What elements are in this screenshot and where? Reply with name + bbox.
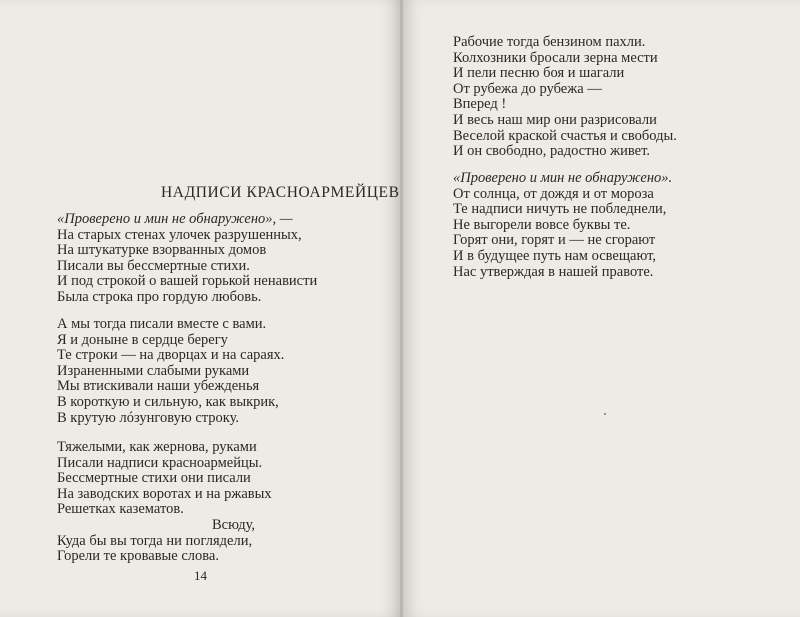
verse-line: Всюду, (212, 516, 256, 533)
verse-line: Горели те кровавые слова. (57, 548, 219, 565)
verse-line: В короткую и сильную, как выкрик, (57, 393, 279, 410)
right-stanza-1 (453, 35, 677, 160)
verse-line: Веселой краской счастья и свободы. (453, 127, 677, 144)
verse-line: Куда бы вы тогда ни поглядели, (57, 532, 253, 549)
verse-line: Не выгорели вовсе буквы те. (453, 216, 631, 233)
poem-title: НАДПИСИ КРАСНОАРМЕЙЦЕВ (161, 184, 400, 201)
verse-line: И весь наш мир они разрисовали (453, 111, 657, 128)
verse-line: Те строки — на дворцах и на сараях. (57, 347, 285, 364)
right-stanza-2 (453, 171, 672, 280)
verse-line: Колхозники бросали зерна мести (453, 49, 658, 66)
verse-line: Писали надписи красноармейцы. (57, 454, 263, 471)
verse-line: От рубежа до рубежа — (453, 80, 602, 97)
verse-line: Писали вы бессмертные стихи. (57, 257, 250, 274)
verse-line: И пели песню боя и шагали (453, 65, 625, 82)
right-page (403, 0, 800, 617)
verse-line: В крутую лóзунговую строку. (57, 409, 240, 426)
verse-line: На штукатурке взорванных домов (57, 242, 267, 259)
left-stanza-1 (57, 212, 317, 306)
verse-line: И в будущее путь нам освещают, (453, 247, 656, 264)
verse-line: Израненными слабыми руками (57, 362, 250, 379)
verse-line: А мы тогда писали вместе с вами. (57, 316, 267, 332)
verse-line: От солнца, от дождя и от мороза (453, 185, 654, 202)
verse-line: Мы втискивали наши убежденья (57, 378, 260, 395)
verse-line: «Проверено и мин не обнаружено», — (57, 211, 293, 227)
verse-line: Бессмертные стихи они писали (57, 470, 251, 487)
verse-line: Вперед ! (453, 96, 507, 113)
left-stanza-2 (57, 317, 284, 426)
verse-line: И он свободно, радостно живет. (453, 143, 650, 160)
verse-line: И под строкой о вашей горькой ненависти (57, 273, 318, 290)
verse-line: На старых стенах улочек разрушенных, (57, 226, 302, 243)
verse-line: Нас утверждая в нашей правоте. (453, 263, 654, 280)
verse-line: Те надписи ничуть не побледнели, (453, 201, 667, 218)
verse-line: Была строка про гордую любовь. (57, 288, 262, 305)
verse-line: Горят они, горят и — не сгорают (453, 232, 656, 249)
verse-line: «Проверено и мин не обнаружено». (453, 170, 673, 186)
verse-line: Рабочие тогда бензином пахли. (453, 34, 646, 50)
page-number: 14 (194, 568, 207, 583)
left-stanza-3 (57, 440, 272, 565)
verse-line: Я и доныне в сердце берегу (57, 331, 228, 348)
ink-speck (604, 413, 606, 415)
verse-line: Тяжелыми, как жернова, руками (57, 439, 257, 455)
verse-line: На заводских воротах и на ржавых (57, 485, 272, 502)
verse-line: Решетках казематов. (57, 501, 184, 518)
